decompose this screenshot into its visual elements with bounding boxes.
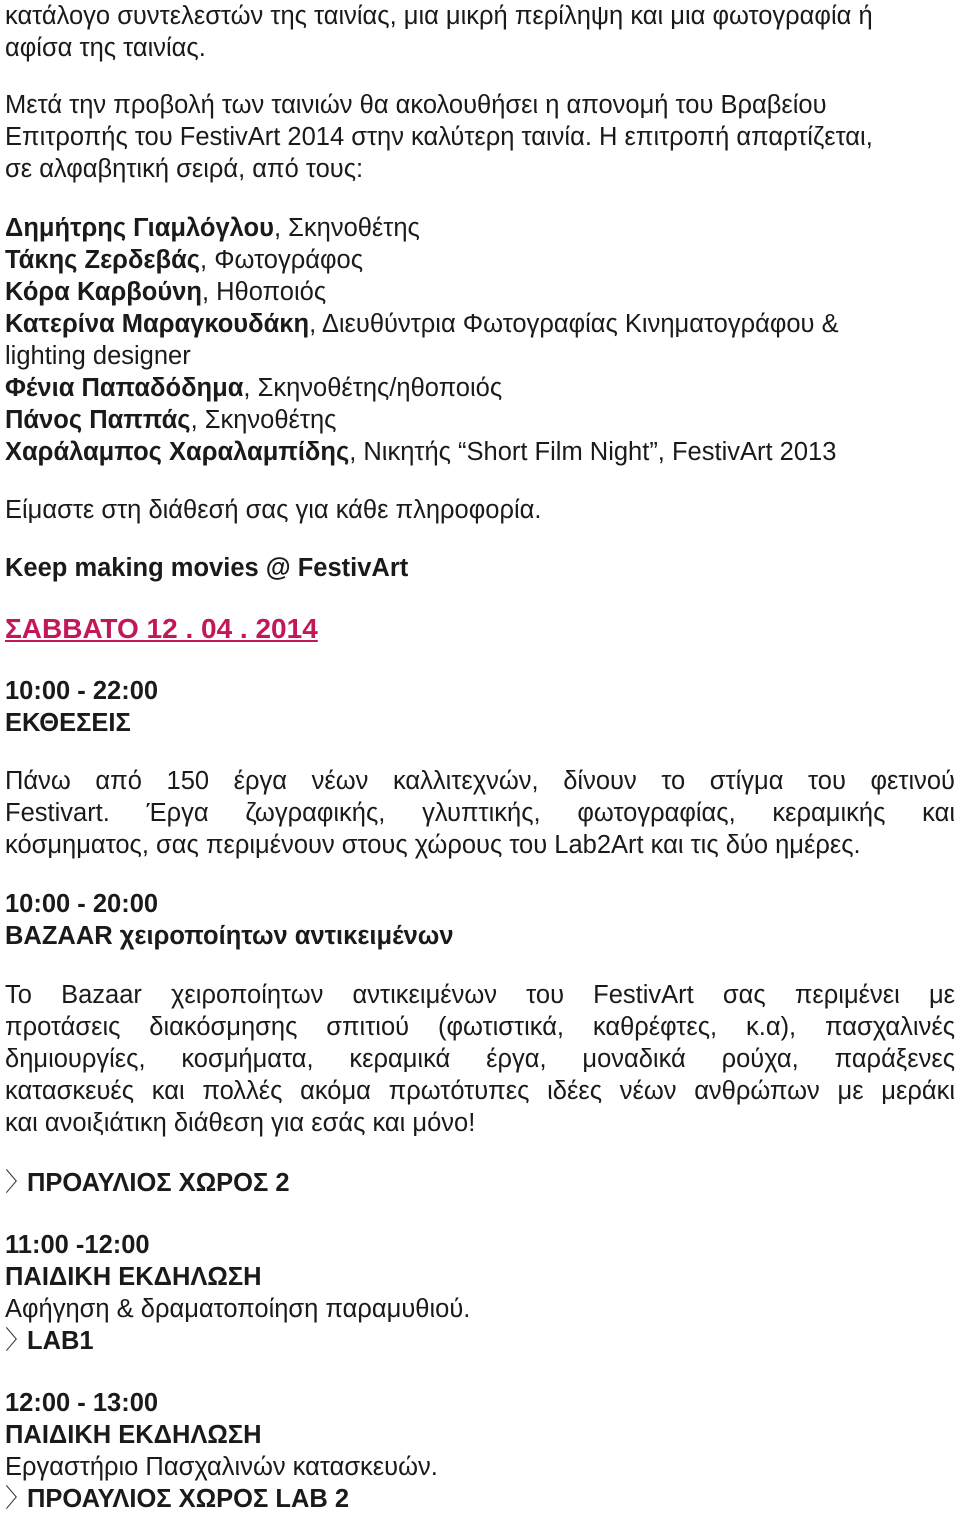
award-line-3: σε αλφαβητική σειρά, από τους: — [5, 155, 364, 183]
event-time: 10:00 - 22:00 — [5, 677, 159, 705]
jury-list — [5, 212, 839, 468]
event-title: ΕΚΘΕΣΕΙΣ — [5, 709, 131, 737]
award-line-2: Επιτροπής του FestivArt 2014 στην καλύτερη ταινία. Η επιτροπή απαρτίζεται, — [5, 123, 873, 151]
event-description: Αφήγηση & δραματοποίηση παραμυθιού. — [5, 1295, 471, 1323]
event-title: BAZAAR χειροποίητων αντικειμένων — [5, 922, 454, 950]
chevron-right-icon: 〉 — [5, 1327, 31, 1355]
jury-role: , Φωτογράφος — [200, 246, 363, 274]
jury-member — [5, 276, 839, 308]
venue-label: LAB1 — [27, 1327, 94, 1355]
jury-name: Κατερίνα Μαραγκουδάκη — [5, 310, 310, 338]
jury-name: Χαράλαμπος Χαραλαμπίδης — [5, 438, 350, 466]
jury-role: , Νικητής “Short Film Night”, FestivArt 2013 — [349, 438, 837, 466]
chevron-right-icon: 〉 — [5, 1169, 31, 1197]
jury-role: , Σκηνοθέτης — [273, 214, 420, 242]
event-description: κατασκευές και πολλές ακόμα πρωτότυπες ιδέες νέων ανθρώπων με μεράκι — [5, 1077, 955, 1105]
jury-name: Τάκης Ζερδεβάς — [5, 246, 201, 274]
intro-paragraph — [5, 0, 873, 64]
kids-event-2 — [5, 1387, 955, 1515]
event-description: Πάνω από 150 έργα νέων καλλιτεχνών, δίνουν το στίγμα του φετινού — [5, 767, 955, 795]
intro-line-2: αφίσα της ταινίας. — [5, 34, 206, 62]
event-description: και ανοιξιάτικη διάθεση για εσάς και μόνο! — [5, 1109, 476, 1137]
chevron-right-icon: 〉 — [5, 1485, 31, 1513]
event-time: 10:00 - 20:00 — [5, 890, 159, 918]
jury-member — [5, 308, 839, 340]
slogan: Keep making movies @ FestivArt — [5, 554, 409, 582]
event-venue — [5, 1167, 955, 1199]
jury-member — [5, 404, 839, 436]
jury-member — [5, 244, 839, 276]
jury-role: , Διευθύντρια Φωτογραφίας Κινηματογράφου & — [309, 310, 839, 338]
jury-role-continued: lighting designer — [5, 342, 191, 370]
jury-member — [5, 372, 839, 404]
jury-role: , Ηθοποιός — [201, 278, 327, 306]
award-paragraph — [5, 89, 873, 185]
event-description: Το Bazaar χειροποίητων αντικειμένων του FestivArt σας περιμένει με — [5, 981, 955, 1009]
exhibitions-event — [5, 675, 955, 861]
jury-member — [5, 212, 839, 244]
kids-event-1 — [5, 1229, 955, 1357]
jury-name: Φένια Παπαδόδημα — [5, 374, 244, 402]
jury-name: Δημήτρης Γιαμλόγλου — [5, 214, 274, 242]
bazaar-event — [5, 888, 955, 1199]
event-venue — [5, 1483, 955, 1515]
jury-role: , Σκηνοθέτης — [190, 406, 337, 434]
jury-role: , Σκηνοθέτης/ηθοποιός — [243, 374, 503, 402]
event-description: Festivart. Έργα ζωγραφικής, γλυπτικής, φωτογραφίας, κεραμικής και — [5, 799, 955, 827]
event-title: ΠΑΙΔΙΚΗ ΕΚΔΗΛΩΣΗ — [5, 1421, 262, 1449]
event-time: 11:00 -12:00 — [5, 1231, 150, 1259]
award-line-1: Μετά την προβολή των ταινιών θα ακολουθήσει η απονομή του Βραβείου — [5, 91, 827, 119]
venue-label: ΠΡΟΑΥΛΙΟΣ ΧΩΡΟΣ 2 — [27, 1169, 290, 1197]
event-date: ΣΑΒΒΑΤΟ 12 . 04 . 2014 — [5, 613, 318, 644]
event-description: δημιουργίες, κοσμήματα, κεραμικά έργα, μοναδικά ρούχα, παράξενες — [5, 1045, 955, 1073]
venue-label: ΠΡΟΑΥΛΙΟΣ ΧΩΡΟΣ LAB 2 — [27, 1485, 350, 1513]
jury-name: Κόρα Καρβούνη — [5, 278, 202, 306]
event-venue — [5, 1325, 955, 1357]
event-time: 12:00 - 13:00 — [5, 1389, 159, 1417]
event-description: προτάσεις διακόσμησης σπιτιού (φωτιστικά, καθρέφτες, κ.α), πασχαλινές — [5, 1013, 955, 1041]
event-description: Εργαστήριο Πασχαλινών κατασκευών. — [5, 1453, 438, 1481]
event-description: κόσμηματος, σας περιμένουν στους χώρους του Lab2Art και τις δύο ημέρες. — [5, 831, 861, 859]
intro-line-1: κατάλογο συντελεστών της ταινίας, μια μικρή περίληψη και μια φωτογραφία ή — [5, 2, 873, 30]
jury-member — [5, 436, 839, 468]
jury-name: Πάνος Παππάς — [5, 406, 191, 434]
info-text: Είμαστε στη διάθεσή σας για κάθε πληροφορία. — [5, 496, 542, 524]
event-title: ΠΑΙΔΙΚΗ ΕΚΔΗΛΩΣΗ — [5, 1263, 262, 1291]
